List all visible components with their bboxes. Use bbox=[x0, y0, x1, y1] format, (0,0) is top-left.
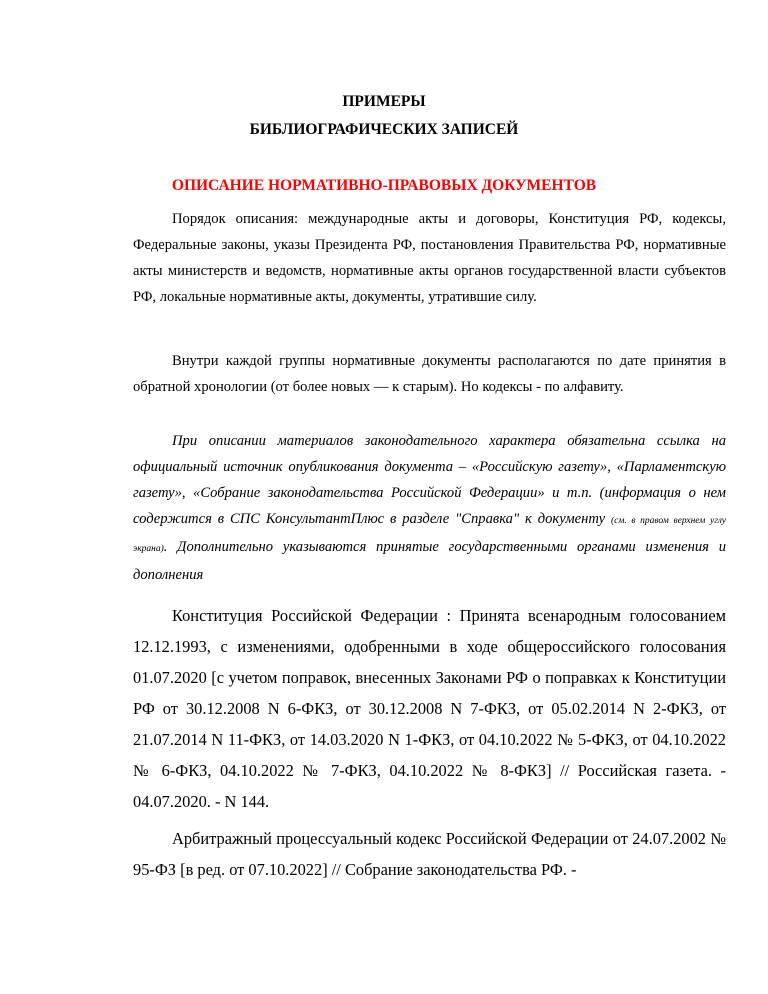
note-text-part-1: При описании материалов законодательного характера обязательна ссылка на официальный источник опубликования документа – «Российскую газету», «Парламентскую газету», «Собрание законодательства Российской Федерации» и т.п. (информация о нем содержится в СПС КонсультантПлюс в разделе "Справка" к документу bbox=[133, 433, 726, 527]
entry-constitution: Конституция Российской Федерации : Принята всенародным голосованием 12.12.1993, с изменениями, одобренными в ходе общероссийского голосования 01.07.2020 [с учетом поправок, внесенных Законами РФ о поправках к Конституции РФ от 30.12.2008 N 6-ФКЗ, от 30.12.2008 N 7-ФКЗ, от 05.02.2014 N 2-ФКЗ, от 21.07.2014 N 11-ФКЗ, от 14.03.2020 N 1-ФКЗ, от 04.10.2022 № 5-ФКЗ, от 04.10.2022 № 6-ФКЗ, 04.10.2022 № 7-ФКЗ, 04.10.2022 № 8-ФКЗ] // Российская газета. - 04.07.2020. - N 144. bbox=[133, 606, 726, 811]
paragraph-order: Порядок описания: международные акты и договоры, Конституция РФ, кодексы, Федеральные законы, указы Президента РФ, постановления Правительства РФ, нормативные акты министерств и ведомств, нормативные акты органов государственной власти субъектов РФ, локальные нормативные акты, документы, утратившие силу. bbox=[133, 211, 726, 305]
paragraph-within-group: Внутри каждой группы нормативные документы располагаются по дате принятия в обратной хронологии (от более новых — к старым). Но кодексы - по алфавиту. bbox=[133, 353, 726, 395]
note-small-text: (см. в правом верхнем углу экрана) bbox=[133, 516, 727, 554]
document-title-line-1: ПРИМЕРЫ bbox=[342, 93, 426, 110]
section-heading: ОПИСАНИЕ НОРМАТИВНО-ПРАВОВЫХ ДОКУМЕНТОВ bbox=[171, 177, 597, 194]
entry-arbitration-code: Арбитражный процессуальный кодекс Российской Федерации от 24.07.2002 № 95-ФЗ [в ред. от 07.10.2022] // Собрание законодательства РФ. - bbox=[133, 829, 726, 879]
paragraph-note bbox=[133, 428, 726, 588]
note-text-part-2: . Дополнительно указываются принятые государственными органами изменения и дополнения bbox=[133, 539, 726, 583]
document-title-line-2: БИБЛИОГРАФИЧЕСКИХ ЗАПИСЕЙ bbox=[249, 121, 519, 138]
